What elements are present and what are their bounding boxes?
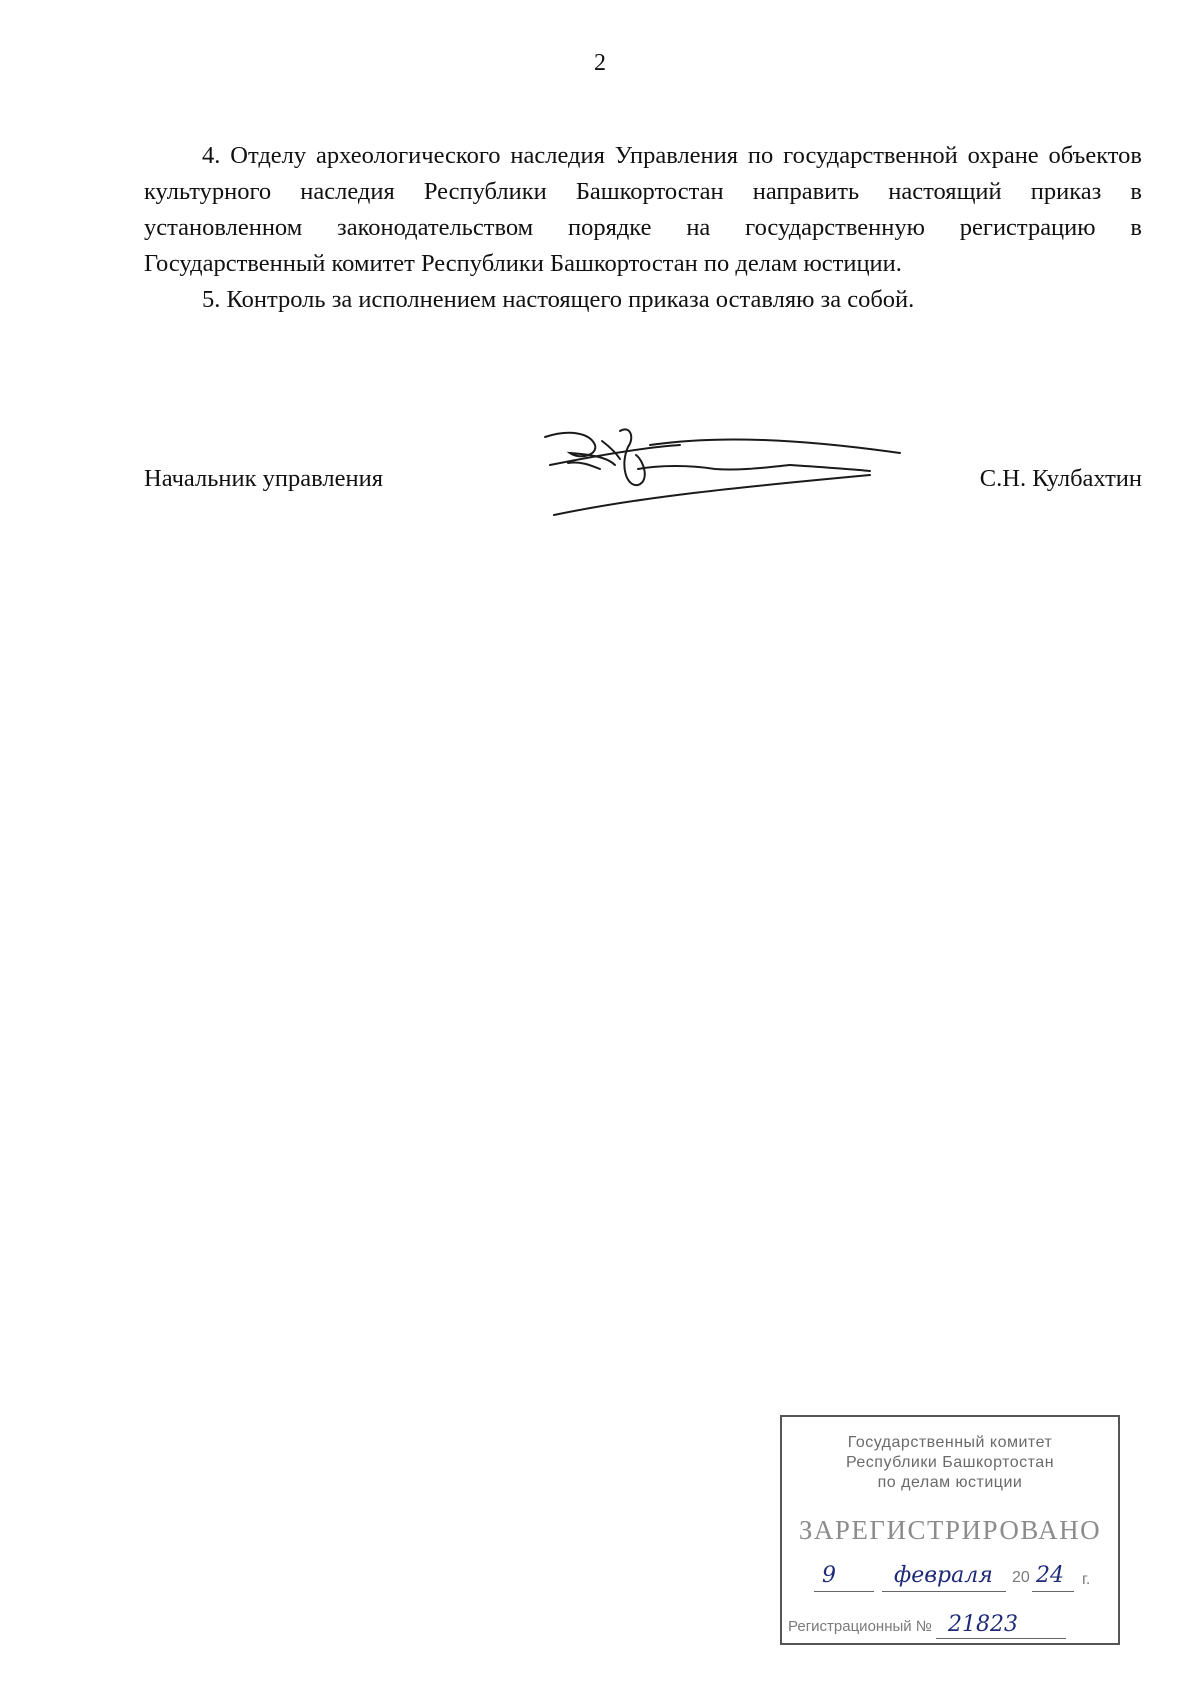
paragraph-4: 4. Отделу археологического наследия Управления по государственной охране объектов культурного наследия Республики Башкортостан направить настоящий приказ в установленном законодательством порядке на государственную регистрацию в Государственный комитет Республики Башкортостан по делам юстиции.	[144, 142, 1142, 277]
stamp-reg-label: Регистрационный №	[788, 1618, 932, 1635]
signer-position: Начальник управления	[144, 465, 383, 492]
paragraph-5: 5. Контроль за исполнением настоящего приказа оставляю за собой.	[202, 286, 915, 313]
stamp-status: ЗАРЕГИСТРИРОВАНО	[798, 1515, 1102, 1545]
stamp-header	[782, 1433, 1118, 1493]
stamp-date-suffix: г.	[1082, 1571, 1091, 1588]
stamp-date-day: 9	[822, 1563, 836, 1588]
stamp-date	[782, 1563, 1118, 1597]
stamp-date-year-suffix: 24	[1036, 1563, 1064, 1588]
handwritten-signature	[540, 425, 940, 545]
stamp-reg-number: 21823	[948, 1612, 1018, 1637]
stamp-date-year-prefix: 20	[1012, 1569, 1030, 1586]
stamp-header-line-2: Республики Башкортостан	[845, 1454, 1055, 1471]
signer-name: С.Н. Кулбахтин	[979, 465, 1142, 492]
date-day-line	[814, 1591, 874, 1592]
document-body	[144, 138, 1142, 318]
stamp-header-line-3: по делам юстиции	[877, 1474, 1023, 1491]
stamp-date-month: февраля	[894, 1563, 993, 1588]
date-year-line	[1032, 1591, 1074, 1592]
date-month-line	[882, 1591, 1006, 1592]
page-number: 2	[594, 50, 606, 76]
stamp-registration	[788, 1612, 1118, 1642]
stamp-header-line-1: Государственный комитет	[847, 1434, 1053, 1451]
reg-number-line	[936, 1638, 1066, 1639]
registration-stamp	[780, 1415, 1120, 1645]
